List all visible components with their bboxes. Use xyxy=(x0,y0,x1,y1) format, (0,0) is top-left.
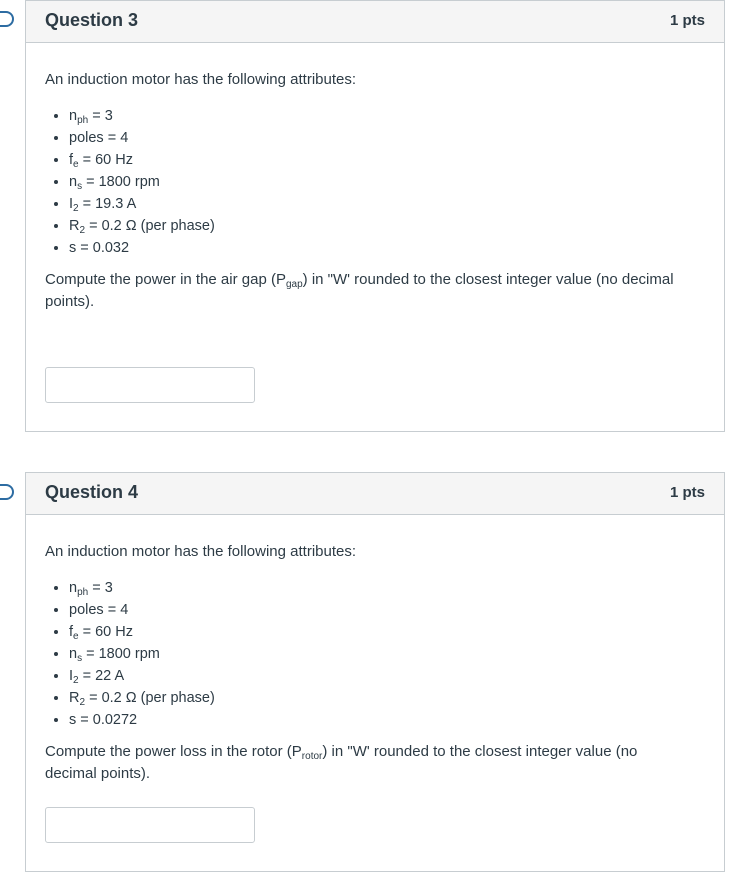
list-item: • poles = 4 xyxy=(69,599,669,621)
list-item: • $I_2 = 19.3$ A xyxy=(69,193,669,215)
question-4-card xyxy=(25,472,725,872)
list-item: • $n_{ph} = 3$ xyxy=(69,577,669,599)
list-item: • s = 0.0272 xyxy=(69,709,669,731)
flag-question-4-icon[interactable] xyxy=(0,484,14,500)
list-item: • $f_e = 60$ Hz xyxy=(69,149,669,171)
list-item: • $I_2 = 22$ A xyxy=(69,665,669,687)
list-item: • $R_2 = 0.2$ Ω (per phase) xyxy=(69,687,669,709)
list-item: • $f_e = 60$ Hz xyxy=(69,621,669,643)
question-3-title: Question 3 xyxy=(45,10,139,30)
question-4-prompt: Compute the power loss in the rotor $(P_{rotor})$ in "W' rounded to the closest integer value (no decimal points). xyxy=(45,743,638,782)
question-3-points: 1 pts xyxy=(669,12,705,29)
list-item: • $R_2 = 0.2$ Ω (per phase) xyxy=(69,215,669,237)
list-item: • $n_{ph} = 3$ xyxy=(69,105,669,127)
list-item: • $n_s = 1800$ rpm xyxy=(69,171,669,193)
question-3-attributes xyxy=(45,105,669,259)
list-item: • poles = 4 xyxy=(69,127,669,149)
question-4-answer-input[interactable] xyxy=(45,807,255,843)
question-3-answer-input[interactable] xyxy=(45,367,255,403)
question-4-intro: An induction motor has the following attributes: xyxy=(45,543,357,560)
list-item: • s = 0.032 xyxy=(69,237,669,259)
question-3-prompt: Compute the power in the air gap $(P_{gap})$ in "W' rounded to the closest integer value (no decimal points). xyxy=(45,271,674,310)
question-3-intro: An induction motor has the following attributes: xyxy=(45,71,357,88)
question-3-header xyxy=(26,1,724,43)
question-4-points: 1 pts xyxy=(669,484,705,501)
question-4-attributes xyxy=(45,577,669,731)
flag-question-3-icon[interactable] xyxy=(0,11,14,27)
question-3-card xyxy=(25,0,725,432)
question-4-title: Question 4 xyxy=(45,482,139,502)
question-4-header xyxy=(26,473,724,515)
list-item: • $n_s = 1800$ rpm xyxy=(69,643,669,665)
